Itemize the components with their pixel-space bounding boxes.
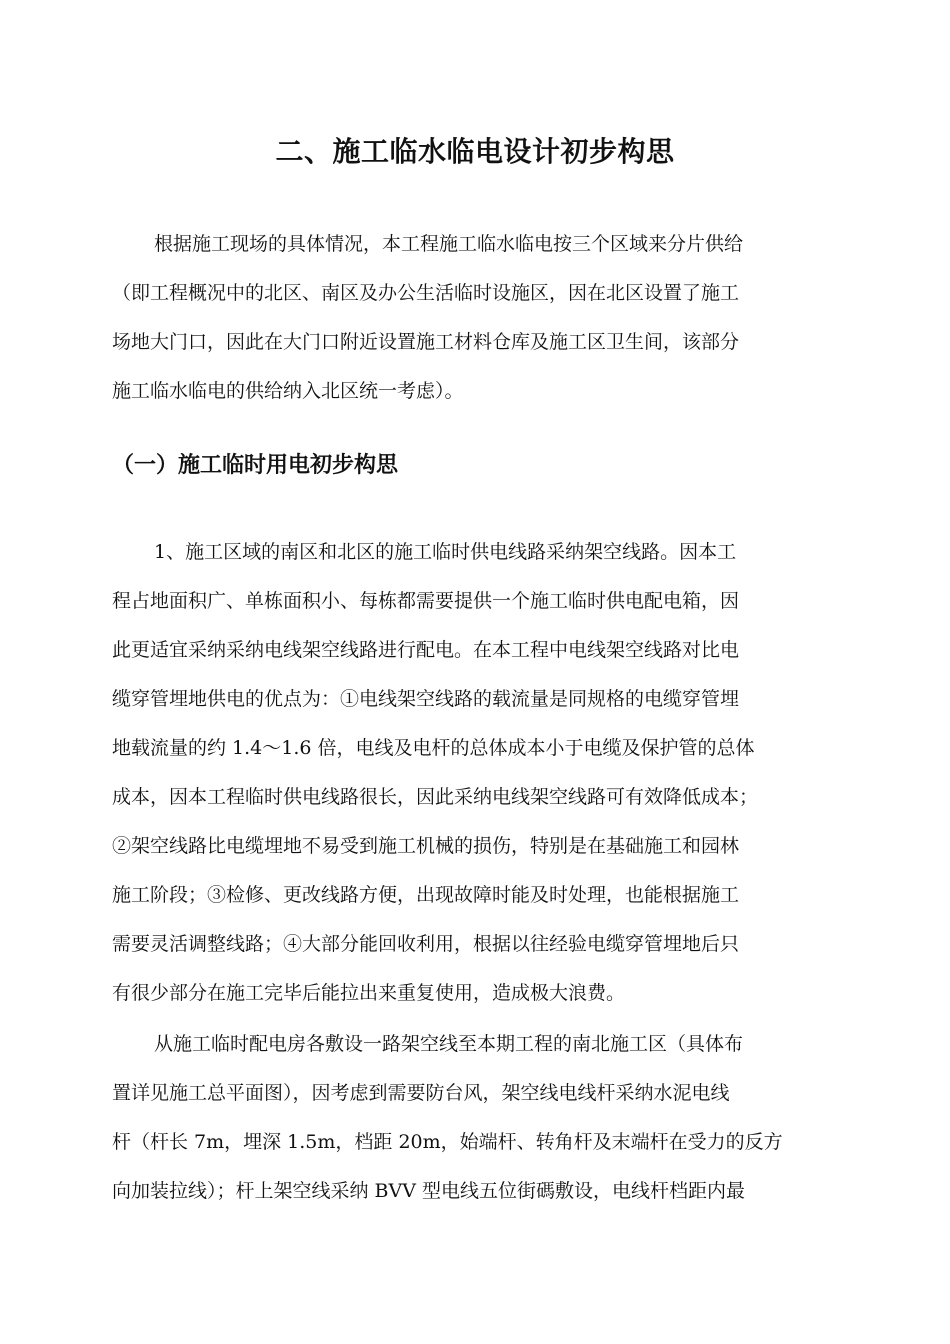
paragraph-line: ②架空线路比电缆埋地不易受到施工机械的损伤，特别是在基础施工和园林 [112, 835, 740, 857]
paragraph-line: 缆穿管埋地供电的优点为：①电线架空线路的载流量是同规格的电缆穿管埋 [112, 688, 740, 710]
intro-paragraph [112, 220, 852, 416]
section-heading: （一）施工临时用电初步构思 [112, 453, 399, 478]
paragraph-line: 1、施工区域的南区和北区的施工临时供电线路采纳架空线路。因本工 [154, 541, 737, 563]
paragraph-distribution [112, 1020, 852, 1216]
paragraph-line: 程占地面积广、单栋面积小、每栋都需要提供一个施工临时供电配电箱，因 [112, 590, 740, 612]
paragraph-line: （即工程概况中的北区、南区及办公生活临时设施区，因在北区设置了施工 [112, 282, 740, 304]
paragraph-line: 地载流量的约 1.4～1.6 倍，电线及电杆的总体成本小于电缆及保护管的总体 [112, 737, 755, 759]
paragraph-line: 场地大门口，因此在大门口附近设置施工材料仓库及施工区卫生间，该部分 [112, 331, 740, 353]
paragraph-line: 从施工临时配电房各敷设一路架空线至本期工程的南北施工区（具体布 [154, 1033, 744, 1055]
paragraph-line: 成本，因本工程临时供电线路很长，因此采纳电线架空线路可有效降低成本； [112, 786, 759, 808]
paragraph-line: 有很少部分在施工完毕后能拉出来重复使用，造成极大浪费。 [112, 982, 626, 1004]
paragraph-line: 杆（杆长 7m，埋深 1.5m，档距 20m，始端杆、转角杆及末端杆在受力的反方 [112, 1131, 783, 1153]
paragraph-line: 需要灵活调整线路；④大部分能回收利用，根据以往经验电缆穿管埋地后只 [112, 933, 740, 955]
paragraph-overhead-lines [112, 528, 852, 1018]
paragraph-line: 置详见施工总平面图），因考虑到需要防台风，架空线电线杆采纳水泥电线 [112, 1082, 730, 1104]
page-title: 二、施工临水临电设计初步构思 [275, 135, 675, 168]
paragraph-line: 根据施工现场的具体情况，本工程施工临水临电按三个区域来分片供给 [154, 233, 744, 255]
paragraph-line: 施工临水临电的供给纳入北区统一考虑）。 [112, 380, 464, 402]
paragraph-line: 向加装拉线）；杆上架空线采纳 BVV 型电线五位街碼敷设，电线杆档距内最 [112, 1180, 745, 1202]
paragraph-line: 施工阶段；③检修、更改线路方便，出现故障时能及时处理，也能根据施工 [112, 884, 740, 906]
paragraph-line: 此更适宜采纳采纳电线架空线路进行配电。在本工程中电线架空线路对比电 [112, 639, 740, 661]
